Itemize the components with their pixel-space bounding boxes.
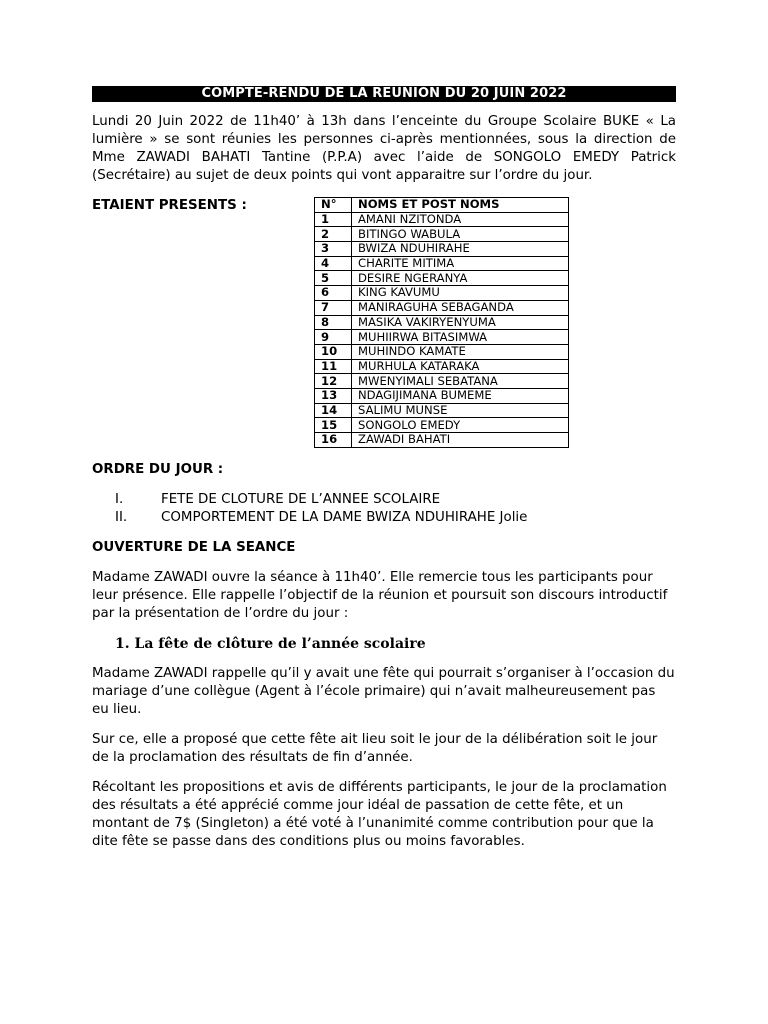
row-number: 8	[315, 315, 352, 330]
row-name: MASIKA VAKIRYENYUMA	[352, 315, 569, 330]
agenda-item	[92, 509, 676, 527]
row-name: ZAWADI BAHATI	[352, 433, 569, 448]
opening-paragraph: Madame ZAWADI ouvre la séance à 11h40’. Elle remercie tous les participants pour leur présence. Elle rappelle l’objectif de la réunion et poursuit son discours introductif par la présentation de l’ordre du jour :	[92, 570, 668, 621]
row-name: SONGOLO EMEDY	[352, 418, 569, 433]
row-number: 15	[315, 418, 352, 433]
row-name: CHARITE MITIMA	[352, 256, 569, 271]
row-number: 7	[315, 300, 352, 315]
row-name: MURHULA KATARAKA	[352, 359, 569, 374]
table-row	[315, 388, 569, 403]
opening-heading: OUVERTURE DE LA SEANCE	[92, 540, 296, 555]
table-row	[315, 433, 569, 448]
row-name: MANIRAGUHA SEBAGANDA	[352, 300, 569, 315]
table-row	[315, 359, 569, 374]
row-number: 2	[315, 227, 352, 242]
table-row	[315, 242, 569, 257]
row-number: 11	[315, 359, 352, 374]
table-row	[315, 227, 569, 242]
section-1-paragraph: Sur ce, elle a proposé que cette fête ait lieu soit le jour de la délibération soit le jour de la proclamation des résultats de fin d’année.	[92, 732, 658, 765]
table-row	[315, 271, 569, 286]
row-name: NDAGIJIMANA BUMEME	[352, 388, 569, 403]
row-name: MWENYIMALI SEBATANA	[352, 374, 569, 389]
intro-paragraph: Lundi 20 Juin 2022 de 11h40’ à 13h dans l’enceinte du Groupe Scolaire BUKE « La lumière » se sont réunies les personnes ci-après mentionnées, sous la direction de Mme ZAWADI BAHATI Tantine (P.P.A) avec l’aide de SONGOLO EMEDY Patrick (Secrétaire) au sujet de deux points qui vont apparaitre sur l’ordre du jour.	[92, 114, 676, 183]
row-number: 14	[315, 403, 352, 418]
row-number: 4	[315, 256, 352, 271]
table-row	[315, 256, 569, 271]
table-row	[315, 344, 569, 359]
agenda-list	[92, 491, 676, 527]
section-1-paragraph: Récoltant les propositions et avis de différents participants, le jour de la proclamation des résultats a été apprécié comme jour idéal de passation de cette fête, et un montant de 7$ (Singleton) a été voté à l’unanimité comme contribution pour que la dite fête se passe dans des conditions plus ou moins favorables.	[92, 780, 667, 849]
table-row	[315, 330, 569, 345]
col-header-number: N°	[315, 198, 352, 213]
row-number: 3	[315, 242, 352, 257]
document-page	[92, 86, 676, 851]
row-number: 5	[315, 271, 352, 286]
agenda-item-number: I.	[115, 492, 124, 507]
row-name: MUHINDO KAMATE	[352, 344, 569, 359]
row-name: KING KAVUMU	[352, 286, 569, 301]
row-name: MUHIIRWA BITASIMWA	[352, 330, 569, 345]
section-1-paragraph: Madame ZAWADI rappelle qu’il y avait une fête qui pourrait s’organiser à l’occasion du mariage d’une collègue (Agent à l’école primaire) qui n’avait malheureusement pas eu lieu.	[92, 666, 675, 717]
agenda-heading: ORDRE DU JOUR :	[92, 462, 224, 477]
agenda-item	[92, 491, 676, 509]
table-row	[315, 315, 569, 330]
row-number: 1	[315, 212, 352, 227]
row-number: 10	[315, 344, 352, 359]
row-name: DESIRE NGERANYA	[352, 271, 569, 286]
table-row	[315, 403, 569, 418]
table-row	[315, 374, 569, 389]
row-number: 9	[315, 330, 352, 345]
row-number: 12	[315, 374, 352, 389]
col-header-names: NOMS ET POST NOMS	[352, 198, 569, 213]
attendance-section	[92, 197, 676, 449]
row-name: AMANI NZITONDA	[352, 212, 569, 227]
row-number: 13	[315, 388, 352, 403]
agenda-item-text: COMPORTEMENT DE LA DAME BWIZA NDUHIRAHE Jolie	[161, 510, 528, 525]
table-row	[315, 212, 569, 227]
row-number: 16	[315, 433, 352, 448]
table-row	[315, 418, 569, 433]
table-header-row	[315, 198, 569, 213]
table-row	[315, 286, 569, 301]
row-name: SALIMU MUNSE	[352, 403, 569, 418]
agenda-item-text: FETE DE CLOTURE DE L’ANNEE SCOLAIRE	[161, 492, 441, 507]
row-number: 6	[315, 286, 352, 301]
agenda-item-number: II.	[115, 510, 128, 525]
attendance-table	[314, 197, 569, 448]
row-name: BITINGO WABULA	[352, 227, 569, 242]
presents-label: ETAIENT PRESENTS :	[92, 198, 247, 213]
section-1-title: 1. La fête de clôture de l’année scolaire	[115, 636, 426, 652]
row-name: BWIZA NDUHIRAHE	[352, 242, 569, 257]
table-row	[315, 300, 569, 315]
report-title: COMPTE-RENDU DE LA REUNION DU 20 JUIN 2022	[92, 86, 676, 102]
